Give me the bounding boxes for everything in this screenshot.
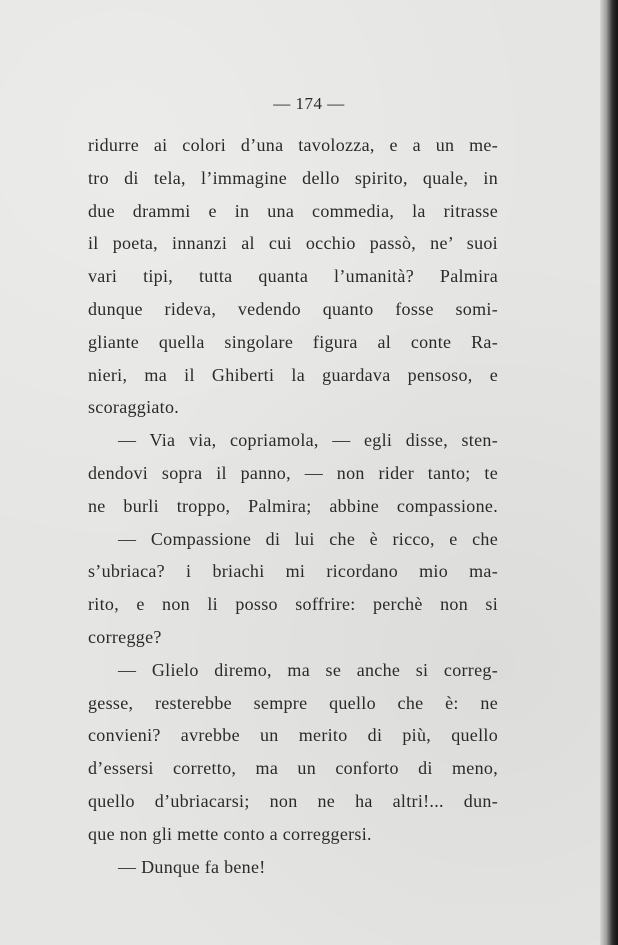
text-line: il poeta, innanzi al cui occhio passò, ne’ suoi [88, 233, 498, 254]
text-line: corregge? [88, 626, 162, 647]
text-line: — Compassione di lui che è ricco, e che [118, 528, 498, 549]
text-line: dendovi sopra il panno, — non rider tanto; te [88, 462, 498, 483]
text-line: que non gli mette conto a correggersi. [88, 823, 372, 844]
text-line: nieri, ma il Ghiberti la guardava pensoso, e [88, 364, 498, 385]
text-line: vari tipi, tutta quanta l’umanità? Palmira [88, 266, 498, 287]
text-line: ridurre ai colori d’una tavolozza, e a un me- [88, 135, 498, 155]
text-line: gliante quella singolare figura al conte Ra- [88, 331, 498, 352]
text-line: scoraggiato. [88, 397, 180, 418]
text-line: tro di tela, l’immagine dello spirito, quale, in [88, 167, 498, 188]
text-line: convieni? avrebbe un merito di più, quello [88, 725, 498, 746]
text-line: due drammi e in una commedia, la ritrasse [88, 200, 498, 221]
text-line: s’ubriaca? i briachi mi ricordano mio ma- [88, 561, 498, 582]
text-line: — Glielo diremo, ma se anche si correg- [118, 659, 498, 680]
book-spine-edge [600, 0, 618, 945]
text-line: ne burli troppo, Palmira; abbine compassione. [88, 495, 498, 516]
body-text [88, 129, 498, 883]
text-line: rito, e non li posso soffrire: perchè non si [88, 594, 498, 615]
text-line: d’essersi corretto, ma un conforto di meno, [88, 758, 498, 779]
text-line: — Via via, copriamola, — egli disse, sten- [118, 430, 498, 451]
page-number: — 174 — [273, 94, 345, 113]
text-line: quello d’ubriacarsi; non ne ha altri!... dun- [88, 790, 498, 811]
text-line: dunque rideva, vedendo quanto fosse somi- [88, 298, 498, 319]
text-line: gesse, resterebbe sempre quello che è: ne [88, 692, 498, 713]
text-line: — Dunque fa bene! [118, 856, 266, 877]
